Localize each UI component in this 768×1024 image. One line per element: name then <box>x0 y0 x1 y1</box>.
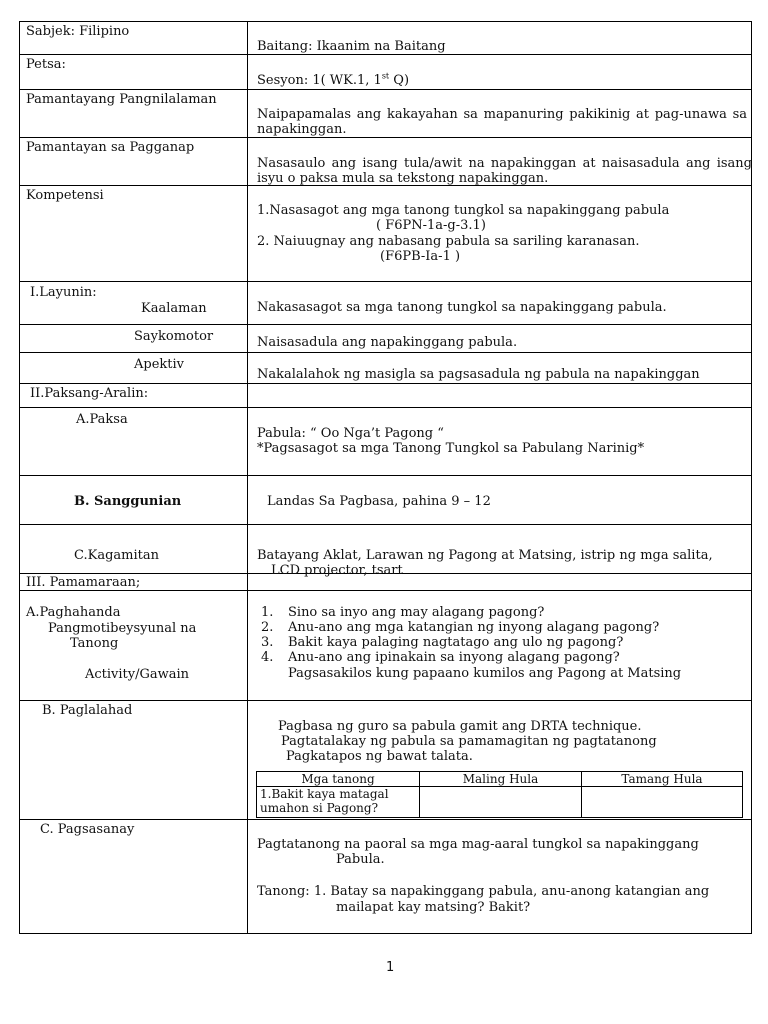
row-wrong-guess <box>420 786 582 817</box>
knowledge-label: Kaalaman <box>141 300 207 316</box>
affective-label-cell <box>20 352 248 383</box>
affective-text: Nakalalahok ng masigla sa pagsasadula ng pabula na napakinggan <box>257 366 700 382</box>
subject-matter-label: II.Paksang-Aralin: <box>30 386 149 402</box>
practice-line-1: Pagtatanong na paoral sa mga mag-aaral tungkol sa napakinggang <box>257 837 699 853</box>
lesson-plan-table <box>19 21 752 934</box>
practice-question-line-1: Tanong: 1. Batay sa napakinggang pabula, anu-anong katangian ang <box>257 884 710 900</box>
topic-text-cell <box>248 408 752 476</box>
prediction-table-header <box>257 771 743 786</box>
session-label: Sesyon: 1( WK.1, 1st Q) <box>257 72 410 89</box>
grade-cell <box>248 22 752 55</box>
reference-text: Landas Sa Pagbasa, pahina 9 – 12 <box>267 494 491 510</box>
question-4-text: Anu-ano ang ipinakain sa inyong alagang pagong? <box>288 650 620 665</box>
topic-line-2: *Pagsasagot sa mga Tanong Tungkol sa Pabulang Narinig* <box>257 441 645 457</box>
subject-label: Sabjek: Filipino <box>26 24 130 39</box>
question-2-text: Anu-ano ang mga katangian ng inyong alagang pagong? <box>288 620 660 635</box>
presentation-line-3: Pagkatapos ng bawat talata. <box>286 748 473 764</box>
materials-label-cell <box>20 525 248 574</box>
presentation-line-1: Pagbasa ng guro sa pabula gamit ang DRTA technique. <box>278 718 642 734</box>
procedure-empty-cell <box>248 573 752 590</box>
question-label: Tanong <box>70 636 119 651</box>
header-wrong-guess: Maling Hula <box>420 771 582 786</box>
page-number: 1 <box>386 960 395 975</box>
question-1-text: Sino sa inyo ang may alagang pagong? <box>288 605 545 620</box>
row-question <box>257 786 420 817</box>
table-row <box>257 786 743 817</box>
objectives-label-cell <box>20 281 248 325</box>
prediction-table <box>256 771 743 818</box>
competency-item-2: 2. Naiuugnay ang nabasang pabula sa sariling karanasan. <box>257 234 640 250</box>
knowledge-text-cell <box>248 281 752 325</box>
performance-standard-text-cell <box>248 137 752 186</box>
competency-label-cell <box>20 186 248 281</box>
psychomotor-label-cell <box>20 325 248 352</box>
question-1-number: 1. <box>261 605 274 620</box>
question-3-number: 3. <box>261 635 274 650</box>
materials-text-cell <box>248 525 752 579</box>
materials-label: C.Kagamitan <box>74 548 159 564</box>
presentation-label: B. Paglalahad <box>42 702 133 718</box>
activity-text: Pagsasakilos kung papaano kumilos ang Pagong at Matsing <box>288 666 682 681</box>
performance-standard-label-cell <box>20 137 248 186</box>
reference-text-cell <box>248 476 752 525</box>
competency-item-1: 1.Nasasagot ang mga tanong tungkol sa napakinggang pabula <box>257 203 670 219</box>
content-standard-label: Pamantayang Pangnilalaman <box>26 91 217 107</box>
procedure-label-cell <box>20 573 248 590</box>
date-cell <box>20 55 248 89</box>
practice-label: C. Pagsasanay <box>40 822 135 838</box>
session-cell <box>248 55 752 89</box>
materials-line-1: Batayang Aklat, Larawan ng Pagong at Matsing, istrip ng mga salita, <box>257 548 713 564</box>
competency-text-cell <box>248 186 752 281</box>
presentation-line-2: Pagtatalakay ng pabula sa pamamagitan ng pagtatanong <box>281 733 657 749</box>
subject-cell <box>20 22 248 55</box>
affective-label: Apektiv <box>134 356 185 372</box>
affective-text-cell <box>248 352 752 383</box>
header-questions: Mga tanong <box>257 771 420 786</box>
practice-label-cell <box>20 820 248 934</box>
practice-text-cell <box>248 820 752 934</box>
practice-question-line-2: mailapat kay matsing? Bakit? <box>336 900 531 916</box>
content-standard-text: Naipapamalas ang kakayahan sa mapanuring pakikinig at pag-unawa sa napakinggan. <box>257 106 747 137</box>
header-correct-guess: Tamang Hula <box>582 771 743 786</box>
reference-label: B. Sanggunian <box>74 494 182 510</box>
content-standard-label-cell <box>20 89 248 137</box>
topic-line-1: Pabula: “ Oo Nga’t Pagong “ <box>257 426 444 442</box>
question-3-text: Bakit kaya palaging nagtatago ang ulo ng pagong? <box>288 635 624 650</box>
date-label: Petsa: <box>26 57 66 73</box>
topic-label-cell <box>20 408 248 476</box>
question-4-number: 4. <box>261 650 274 665</box>
materials-line-2: LCD projector, tsart <box>271 563 403 579</box>
subject-matter-label-cell <box>20 384 248 408</box>
preparation-text-cell <box>248 591 752 701</box>
competency-label: Kompetensi <box>26 188 104 204</box>
topic-label: A.Paksa <box>76 412 128 428</box>
row-correct-guess <box>582 786 743 817</box>
question-2-number: 2. <box>261 620 274 635</box>
preparation-label: A.Paghahanda <box>26 605 121 620</box>
row-question-line-1: 1.Bakit kaya matagal <box>260 786 389 801</box>
procedure-label: III. Pamamaraan; <box>26 574 141 590</box>
motivational-label: Pangmotibeysyunal na <box>48 621 197 636</box>
performance-standard-text: Nasasaulo ang isang tula/awit na napakinggan at naisasadula ang isang isyu o paksa mula sa tekstong napakinggan. <box>257 155 752 186</box>
psychomotor-label: Saykomotor <box>134 329 214 345</box>
presentation-text-cell <box>248 700 752 820</box>
psychomotor-text: Naisasadula ang napakinggang pabula. <box>257 335 518 351</box>
presentation-label-cell <box>20 700 248 820</box>
preparation-label-cell <box>20 591 248 701</box>
row-question-line-2: umahon si Pagong? <box>260 800 379 815</box>
objectives-label: I.Layunin: <box>30 284 97 300</box>
psychomotor-text-cell <box>248 325 752 352</box>
practice-line-2: Pabula. <box>336 852 385 868</box>
grade-label: Baitang: Ikaanim na Baitang <box>257 39 446 54</box>
reference-label-cell <box>20 476 248 525</box>
competency-code-2: (F6PB-Ia-1 ) <box>380 249 461 265</box>
subject-matter-empty-cell <box>248 384 752 408</box>
knowledge-text: Nakasasagot sa mga tanong tungkol sa napakinggang pabula. <box>257 299 667 315</box>
content-standard-text-cell <box>248 89 752 137</box>
performance-standard-label: Pamantayan sa Pagganap <box>26 139 195 155</box>
competency-code-1: ( F6PN-1a-g-3.1) <box>376 218 486 234</box>
activity-label: Activity/Gawain <box>85 667 190 682</box>
